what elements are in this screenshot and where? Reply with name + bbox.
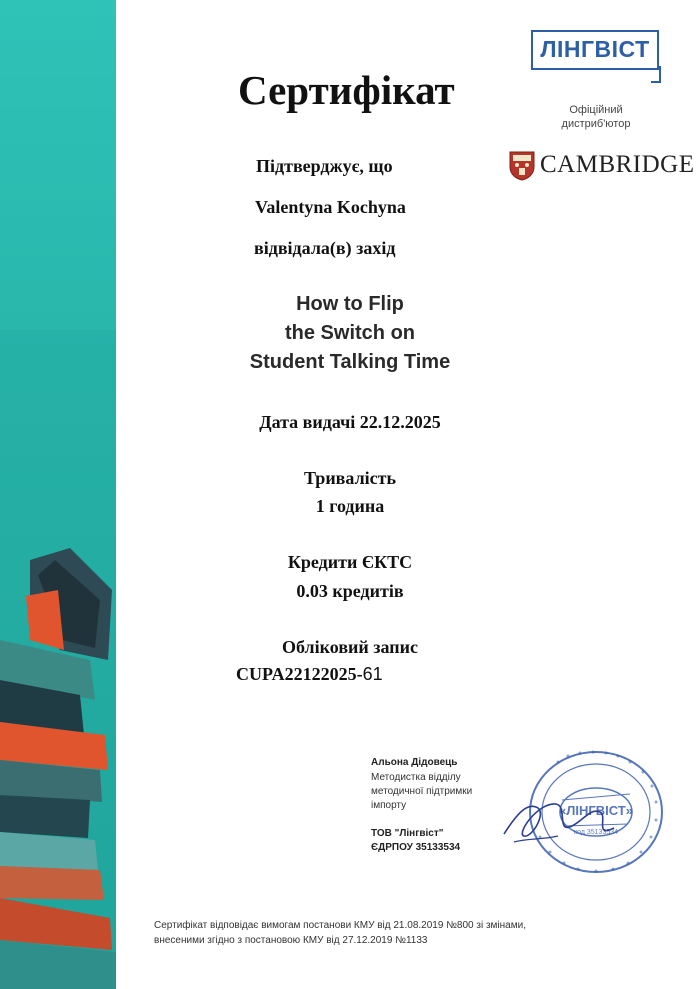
company-name: ТОВ "Лінгвіст" <box>371 828 444 839</box>
signatory-role-line: імпорту <box>371 800 407 811</box>
distributor-label: Офіційний <box>569 104 623 116</box>
event-title-line: How to Flip <box>296 293 404 315</box>
svg-text:код 35133534: код 35133534 <box>573 829 619 836</box>
credits-label: Кредити ЄКТС <box>287 552 413 572</box>
duration-value: 1 година <box>315 496 385 516</box>
distributor-label: дистриб'ютор <box>561 118 631 130</box>
legal-footer-line: внесеними згідно з постановою КМУ від 27.12.2019 №1133 <box>154 935 428 946</box>
account-suffix: 61 <box>362 664 383 684</box>
book-stack-illustration <box>0 0 130 989</box>
certificate-title: Сертифікат <box>238 67 455 113</box>
account-label: Обліковий запис <box>281 637 419 657</box>
duration-label: Тривалість <box>303 468 397 488</box>
legal-footer-line: Сертифікат відповідає вимогам постанови КМУ від 21.08.2019 №800 зі змінами, <box>154 920 526 931</box>
company-code: ЄДРПОУ 35133534 <box>371 842 461 853</box>
confirms-text: Підтверджує, що <box>256 156 393 176</box>
company-stamp-and-signature <box>498 742 666 882</box>
lingvist-logo: ЛІНГВІСТ <box>540 36 650 62</box>
event-title-line: the Switch on <box>285 322 415 344</box>
account-value <box>236 664 383 685</box>
issue-date: Дата видачі 22.12.2025 <box>259 412 441 432</box>
event-title-line: Student Talking Time <box>249 351 451 373</box>
attended-text: відвідала(в) захід <box>254 238 396 258</box>
signatory-name: Альона Дідовець <box>371 757 458 768</box>
credits-value: 0.03 кредитів <box>296 581 404 601</box>
cambridge-shield-icon <box>509 151 535 181</box>
svg-text:«ЛІНГВІСТ»: «ЛІНГВІСТ» <box>559 803 633 818</box>
recipient-name: Valentyna Kochyna <box>255 197 406 217</box>
logo-corner-mark <box>651 66 661 83</box>
account-code: CUPA22122025- <box>236 664 363 684</box>
signatory-role-line: Методистка відділу <box>371 772 461 783</box>
signatory-role-line: методичної підтримки <box>371 786 473 797</box>
cambridge-wordmark: CAMBRIDGE <box>540 151 695 178</box>
